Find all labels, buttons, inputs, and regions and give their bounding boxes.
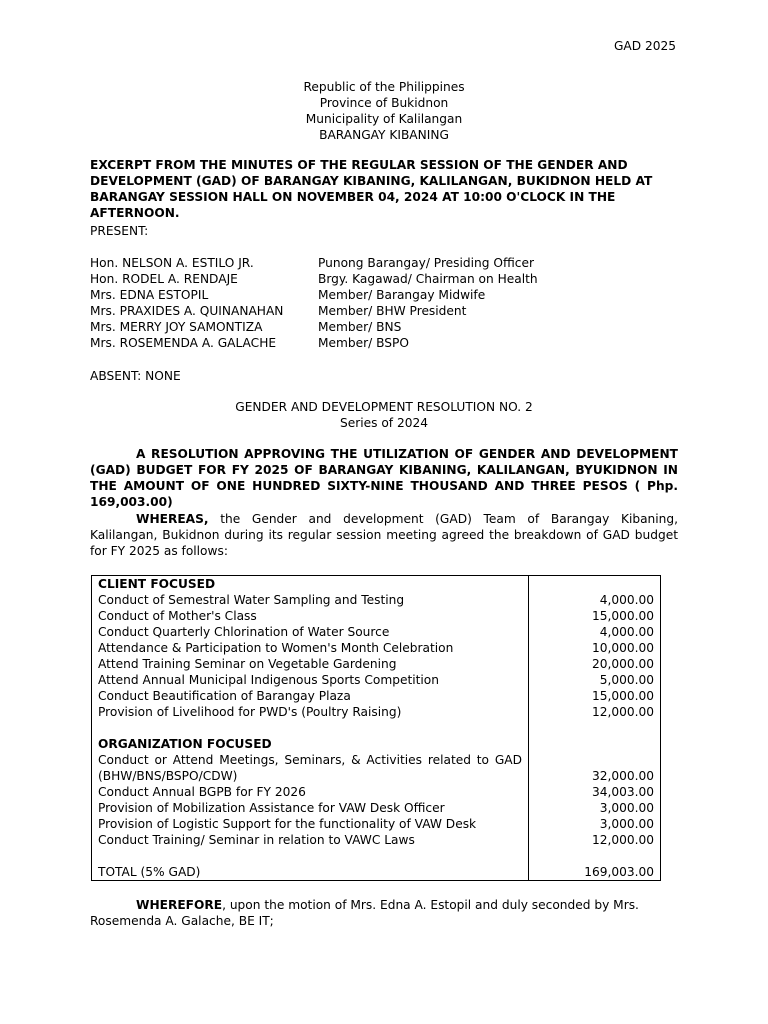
budget-item: Conduct or Attend Meetings, Seminars, & Activities related to GAD (BHW/BNS/BSPO/CDW) — [98, 753, 522, 783]
member-name: Mrs. MERRY JOY SAMONTIZA — [90, 320, 263, 334]
budget-item: Attendance & Participation to Women's Month Celebration — [98, 641, 454, 655]
minutes-title: EXCERPT FROM THE MINUTES OF THE REGULAR SESSION OF THE GENDER AND DEVELOPMENT (GAD) OF BARANGAY KIBANING, KALILANGAN, BUKIDNON HELD AT BARANGAY SESSION HALL ON NOVEMBER 04, 2024 AT 10:00 O'CLOCK IN THE AFTERNOON. — [90, 158, 653, 220]
budget-amount: 15,000.00 — [591, 609, 654, 623]
wherefore-text: , upon the motion of Mrs. Edna A. Estopil and duly seconded by Mrs. Rosemenda A. Galache, BE IT; — [90, 898, 639, 928]
absent-line: ABSENT: NONE — [90, 369, 181, 383]
doc-code: GAD 2025 — [613, 39, 676, 53]
whereas-paragraph — [90, 511, 678, 559]
total-label: TOTAL (5% GAD) — [98, 865, 201, 879]
member-name: Mrs. PRAXIDES A. QUINANAHAN — [90, 304, 284, 318]
client-focused-label: CLIENT FOCUSED — [98, 577, 216, 591]
present-label: PRESENT: — [90, 224, 149, 238]
resolution-heading — [0, 399, 768, 431]
letterhead — [0, 79, 768, 143]
budget-amount: 12,000.00 — [591, 833, 654, 847]
member-row — [90, 255, 590, 271]
budget-item: Attend Training Seminar on Vegetable Gardening — [98, 657, 397, 671]
member-row — [90, 319, 590, 335]
budget-amounts — [529, 576, 661, 881]
budget-amount: 10,000.00 — [591, 641, 654, 655]
member-role: Member/ BSPO — [318, 336, 409, 350]
resolution-series: Series of 2024 — [340, 416, 428, 430]
member-role: Member/ Barangay Midwife — [318, 288, 486, 302]
budget-item: Conduct Annual BGPB for FY 2026 — [98, 785, 306, 799]
budget-amount: 20,000.00 — [591, 657, 654, 671]
organization-focused-label: ORGANIZATION FOCUSED — [98, 737, 272, 751]
budget-amount: 4,000.00 — [599, 593, 654, 607]
letterhead-line: Republic of the Philippines — [303, 80, 465, 94]
members-list — [90, 255, 590, 351]
member-role: Brgy. Kagawad/ Chairman on Health — [318, 272, 538, 286]
resolution-number: GENDER AND DEVELOPMENT RESOLUTION NO. 2 — [235, 400, 533, 414]
budget-item: Conduct of Mother's Class — [98, 609, 257, 623]
member-row — [90, 303, 590, 319]
wherefore-lead: WHEREFORE — [136, 898, 223, 912]
budget-amount: 3,000.00 — [599, 817, 654, 831]
budget-table — [91, 575, 661, 881]
member-row — [90, 335, 590, 351]
budget-amount: 12,000.00 — [591, 705, 654, 719]
member-name: Hon. RODEL A. RENDAJE — [90, 272, 238, 286]
budget-item: Attend Annual Municipal Indigenous Sports Competition — [98, 673, 439, 687]
member-row — [90, 287, 590, 303]
budget-amount: 5,000.00 — [599, 673, 654, 687]
budget-item: Conduct Quarterly Chlorination of Water Source — [98, 625, 390, 639]
budget-amount: 4,000.00 — [599, 625, 654, 639]
total-amount: 169,003.00 — [584, 865, 654, 879]
budget-amount: 3,000.00 — [599, 801, 654, 815]
budget-descriptions — [92, 576, 529, 881]
member-name: Mrs. ROSEMENDA A. GALACHE — [90, 336, 277, 350]
budget-item: Conduct Beautification of Barangay Plaza — [98, 689, 351, 703]
member-row — [90, 271, 590, 287]
member-name: Mrs. EDNA ESTOPIL — [90, 288, 209, 302]
budget-item: Conduct Training/ Seminar in relation to VAWC Laws — [98, 833, 415, 847]
budget-item: Provision of Mobilization Assistance for VAW Desk Officer — [98, 801, 445, 815]
table-row — [92, 576, 661, 881]
member-role: Member/ BNS — [318, 320, 402, 334]
budget-amount: 15,000.00 — [591, 689, 654, 703]
letterhead-line: Province of Bukidnon — [319, 96, 449, 110]
member-role: Punong Barangay/ Presiding Officer — [318, 256, 534, 270]
budget-item: Provision of Logistic Support for the functionality of VAW Desk — [98, 817, 477, 831]
letterhead-line: Municipality of Kalilangan — [305, 112, 463, 126]
wherefore-paragraph — [90, 897, 650, 929]
whereas-lead: WHEREAS, — [136, 512, 209, 526]
whereas-text: the Gender and development (GAD) Team of Barangay Kibaning, Kalilangan, Bukidnon during its regular session meeting agreed the breakdown of GAD budget for FY 2025 as follows: — [90, 512, 678, 558]
member-role: Member/ BHW President — [318, 304, 467, 318]
letterhead-line: BARANGAY KIBANING — [319, 128, 449, 142]
budget-item: Provision of Livelihood for PWD's (Poultry Raising) — [98, 705, 402, 719]
resolution-title: A RESOLUTION APPROVING THE UTILIZATION OF GENDER AND DEVELOPMENT (GAD) BUDGET FOR FY 2025 OF BARANGAY KIBANING, KALILANGAN, BYUKIDNON IN THE AMOUNT OF ONE HUNDRED SIXTY-NINE THOUSAND AND THREE PESOS ( Php. 169,003.00) — [90, 447, 678, 509]
budget-item: Conduct of Semestral Water Sampling and Testing — [98, 593, 405, 607]
budget-amount: 32,000.00 — [591, 769, 654, 783]
budget-amount: 34,003.00 — [591, 785, 654, 799]
member-name: Hon. NELSON A. ESTILO JR. — [90, 256, 254, 270]
